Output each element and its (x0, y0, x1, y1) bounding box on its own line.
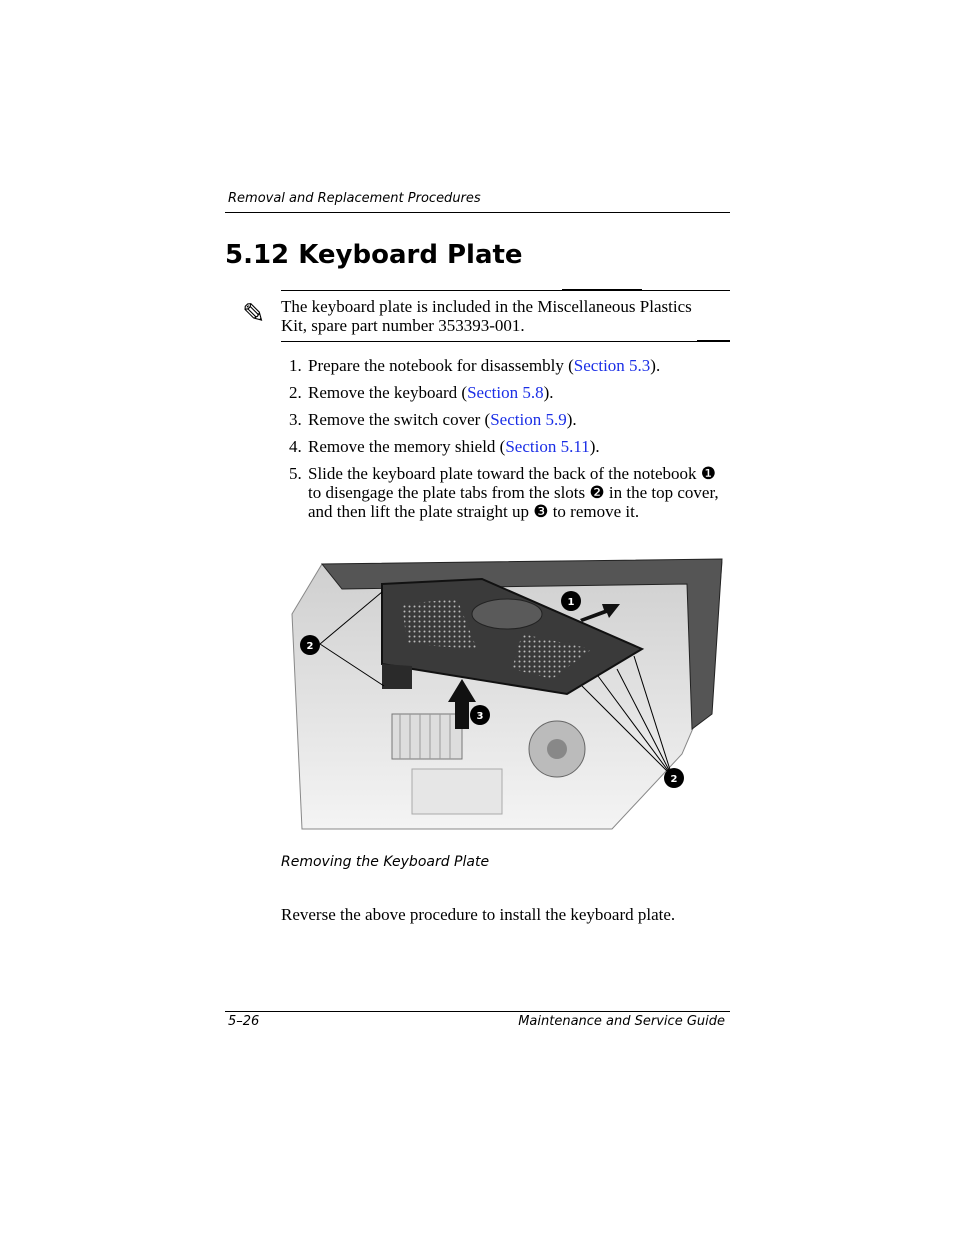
running-head: Removal and Replacement Procedures (228, 191, 481, 206)
step-text: Slide the keyboard plate toward the back of the notebook (308, 464, 701, 483)
callout-label: 2 (306, 641, 314, 652)
step-number: 4. (289, 437, 302, 456)
step-text-end: ). (566, 410, 577, 429)
closing-paragraph: Reverse the above procedure to install the keyboard plate. (281, 905, 676, 924)
callout-1-marker (561, 591, 581, 611)
note-bottom-rule (281, 341, 730, 342)
step-text-end: ). (650, 356, 661, 375)
step-number: 1. (289, 356, 302, 375)
note-bottom-rule-accent (697, 340, 730, 342)
figure-caption: Removing the Keyboard Plate (281, 854, 490, 870)
keyboard-plate-illustration (282, 554, 730, 836)
note-top-rule-accent (562, 289, 642, 291)
step-4 (289, 437, 729, 456)
note-top-rule (281, 290, 730, 291)
link-section-5-9[interactable]: Section 5.9 (490, 410, 567, 429)
note-text: The keyboard plate is included in the Miscellaneous Plastics Kit, spare part number 353393-001. (281, 297, 692, 335)
step-text: Remove the keyboard ( (308, 383, 468, 402)
callout-label: 1 (567, 597, 575, 608)
step-1 (289, 356, 729, 375)
callout-1-glyph: ❶ (700, 464, 717, 483)
step-text: Prepare the notebook for disassembly ( (308, 356, 574, 375)
page-number: 5–26 (228, 1014, 260, 1029)
pencil-note-icon: ✎ (242, 297, 266, 330)
step-text: in the top cover, and then lift the plate straight up (308, 483, 719, 521)
callout-2-glyph: ❷ (589, 483, 605, 502)
callout-3-marker (470, 705, 490, 725)
step-2 (289, 383, 729, 402)
footer-rule (225, 1011, 730, 1012)
step-text: to remove it. (548, 502, 640, 521)
step-number: 2. (289, 383, 302, 402)
header-rule (225, 212, 730, 213)
section-title: 5.12 Keyboard Plate (225, 240, 523, 270)
step-text: to disengage the plate tabs from the slots (308, 483, 590, 502)
callout-label: 2 (670, 774, 678, 785)
step-text: Remove the switch cover ( (308, 410, 491, 429)
link-section-5-3[interactable]: Section 5.3 (573, 356, 651, 375)
step-number: 3. (289, 410, 302, 429)
step-text-end: ). (589, 437, 600, 456)
step-3 (289, 410, 729, 429)
guide-title: Maintenance and Service Guide (518, 1014, 725, 1029)
step-number: 5. (289, 464, 302, 483)
heat-sink (392, 714, 462, 759)
step-text-end: ). (543, 383, 554, 402)
callout-3-glyph: ❸ (533, 502, 549, 521)
callout-2-marker-left (300, 635, 320, 655)
link-section-5-11[interactable]: Section 5.11 (505, 437, 590, 456)
callout-label: 3 (476, 711, 484, 722)
link-section-5-8[interactable]: Section 5.8 (467, 383, 544, 402)
step-text: Remove the memory shield ( (308, 437, 506, 456)
touchpad-area (412, 769, 502, 814)
callout-2-marker-right (664, 768, 684, 788)
step-5 (289, 464, 729, 521)
procedure-steps (289, 356, 729, 529)
